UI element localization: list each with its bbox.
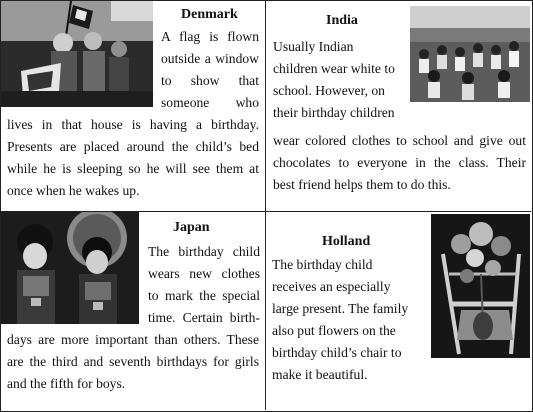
japan-line: time. Certain birth- xyxy=(148,310,260,325)
holland-line: birthday child’s chair to xyxy=(272,345,402,360)
japan-text-full xyxy=(7,329,259,395)
india-cell xyxy=(266,1,531,211)
denmark-title: Denmark xyxy=(181,7,238,22)
india-title: India xyxy=(326,13,358,28)
japan-line: days are more important than others. These xyxy=(7,332,259,347)
denmark-line: while he is sleeping so he will see them at xyxy=(7,161,259,176)
india-line: children wear white to xyxy=(273,61,395,76)
denmark-text-full xyxy=(7,114,259,202)
denmark-line: someone who xyxy=(161,95,259,110)
india-line: Usually Indian xyxy=(273,39,354,54)
holland-line: also put flowers on the xyxy=(272,323,396,338)
holland-cell xyxy=(266,212,531,410)
india-photo xyxy=(410,6,530,102)
india-line: wear colored clothes to school and give out xyxy=(273,133,526,148)
japan-line: are the third and seventh birthdays for girls xyxy=(7,354,259,369)
india-text-full xyxy=(273,130,526,196)
india-line: their birthday children xyxy=(273,105,395,120)
holland-line: make it beautiful. xyxy=(272,367,368,382)
japan-text xyxy=(148,241,260,329)
japan-line: The birthday child xyxy=(148,244,260,259)
denmark-line: once when he wakes up. xyxy=(7,183,140,198)
holland-photo xyxy=(431,214,530,358)
holland-line: receives an especially xyxy=(272,279,391,294)
india-text xyxy=(273,36,409,124)
denmark-line: Presents are placed around the child’s bed xyxy=(7,139,259,154)
japan-line: to mark the special xyxy=(148,288,260,303)
india-line: school. However, on xyxy=(273,83,385,98)
india-line: chocolates to everyone in the class. Their xyxy=(273,155,526,170)
india-line: best friend helps them to do this. xyxy=(273,177,451,192)
denmark-text xyxy=(161,26,259,114)
denmark-cell xyxy=(1,1,265,211)
denmark-line: outside a window xyxy=(161,51,259,66)
denmark-line: lives in that house is having a birthday. xyxy=(7,117,259,132)
denmark-photo xyxy=(1,1,153,107)
japan-line: and the fifth for boys. xyxy=(7,376,126,391)
japan-title: Japan xyxy=(173,220,210,235)
japan-line: wears new clothes xyxy=(148,266,260,281)
holland-line: large present. The family xyxy=(272,301,409,316)
japan-photo xyxy=(1,212,139,324)
denmark-line: A flag is flown xyxy=(161,29,259,44)
holland-line: The birthday child xyxy=(272,257,373,272)
japan-cell xyxy=(1,212,265,410)
denmark-line: to show that xyxy=(161,73,259,88)
holland-text xyxy=(272,254,434,386)
holland-title: Holland xyxy=(322,234,371,249)
